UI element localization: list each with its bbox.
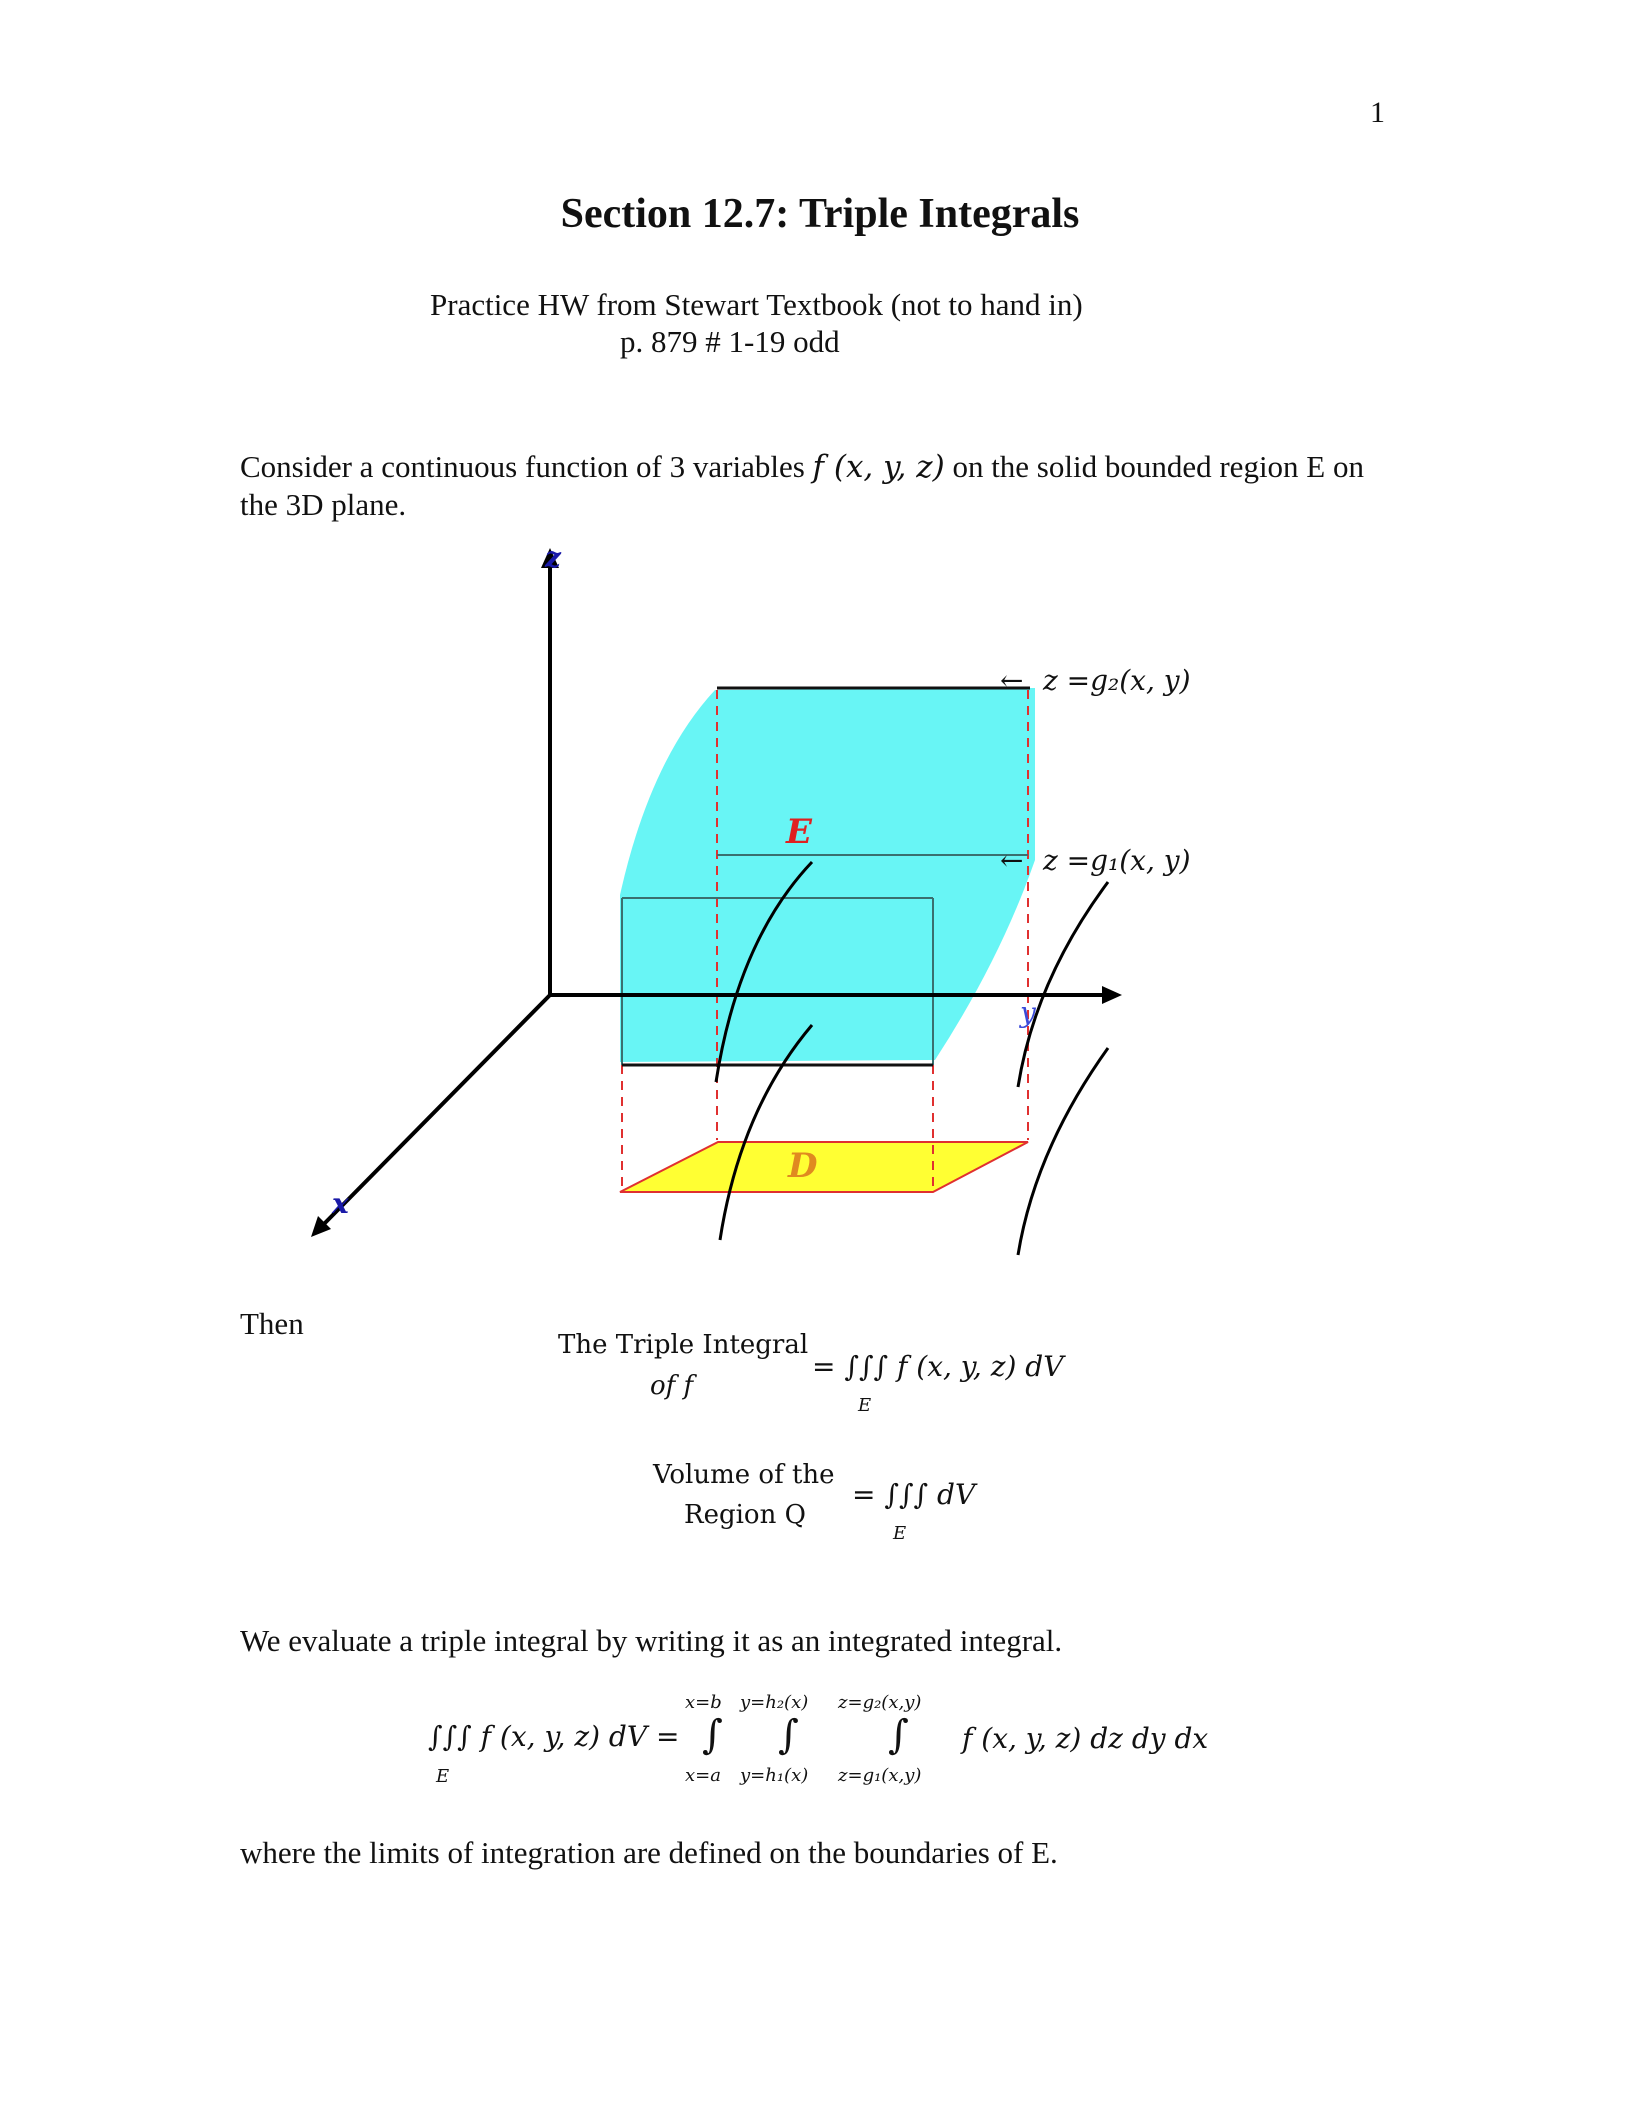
intro-paragraph [240,448,1400,524]
intro-text-before: Consider a continuous function of 3 variables [240,449,813,484]
iterated-lhs-subscript: E [436,1766,450,1787]
solid-region-e [620,688,1035,1062]
triple-integral-label-1: The Triple Integral [558,1330,809,1360]
page-title: Section 12.7: Triple Integrals [560,191,1080,237]
axis-label-y: y [1020,996,1036,1029]
volume-label-2: Region Q [684,1500,806,1530]
upper-surface-arrow: ← [1000,664,1024,697]
iterated-integrand: f (x, y, z) dz dy dx [962,1722,1209,1755]
iterated-lhs: ∫∫∫ f (x, y, z) dV = [428,1720,680,1753]
region-label-d: D [788,1146,818,1186]
y-axis-arrow [1102,986,1122,1004]
upper-limit-y: y=h₂(x) [740,1692,809,1713]
lower-surface-arrow: ← [1000,844,1024,877]
volume-subscript: E [893,1523,907,1544]
integral-sign-z: ∫ [888,1712,909,1758]
intro-function: f (x, y, z) [812,449,945,485]
lower-surface-text: z =g₁(x, y) [1043,844,1191,877]
iterated-intro: We evaluate a triple integral by writing it as an integrated integral. [240,1623,1063,1658]
axis-label-x: x [332,1187,349,1220]
upper-limit-x: x=b [685,1692,722,1713]
axis-label-z: z [545,541,561,574]
volume-rhs: = ∫∫∫ dV [852,1478,976,1511]
triple-integral-subscript: E [858,1395,872,1416]
closing-paragraph: where the limits of integration are defined on the boundaries of E. [240,1835,1058,1870]
page-number: 1 [1370,96,1385,129]
lower-limit-y: y=h₁(x) [740,1765,809,1786]
lower-limit-z: z=g₁(x,y) [838,1765,922,1786]
triple-integral-rhs: = ∫∫∫ f (x, y, z) dV [812,1350,1064,1383]
upper-limit-z: z=g₂(x,y) [838,1692,922,1713]
homework-line-2: p. 879 # 1-19 odd [620,324,840,359]
region-figure [280,535,1220,1275]
homework-line-1: Practice HW from Stewart Textbook (not to hand in) [430,287,1083,322]
integral-sign-x: ∫ [702,1712,723,1758]
integral-sign-y: ∫ [778,1712,799,1758]
volume-label-1: Volume of the [653,1460,835,1490]
base-region-d [620,1142,1028,1192]
triple-integral-label-2: of f [650,1371,694,1401]
lower-limit-x: x=a [685,1765,721,1786]
intro-text-after: on the solid bounded region E on the 3D plane. [240,449,1364,522]
then-text: Then [240,1306,304,1341]
upper-surface-text: z =g₂(x, y) [1043,664,1191,697]
region-label-e: E [786,812,812,852]
